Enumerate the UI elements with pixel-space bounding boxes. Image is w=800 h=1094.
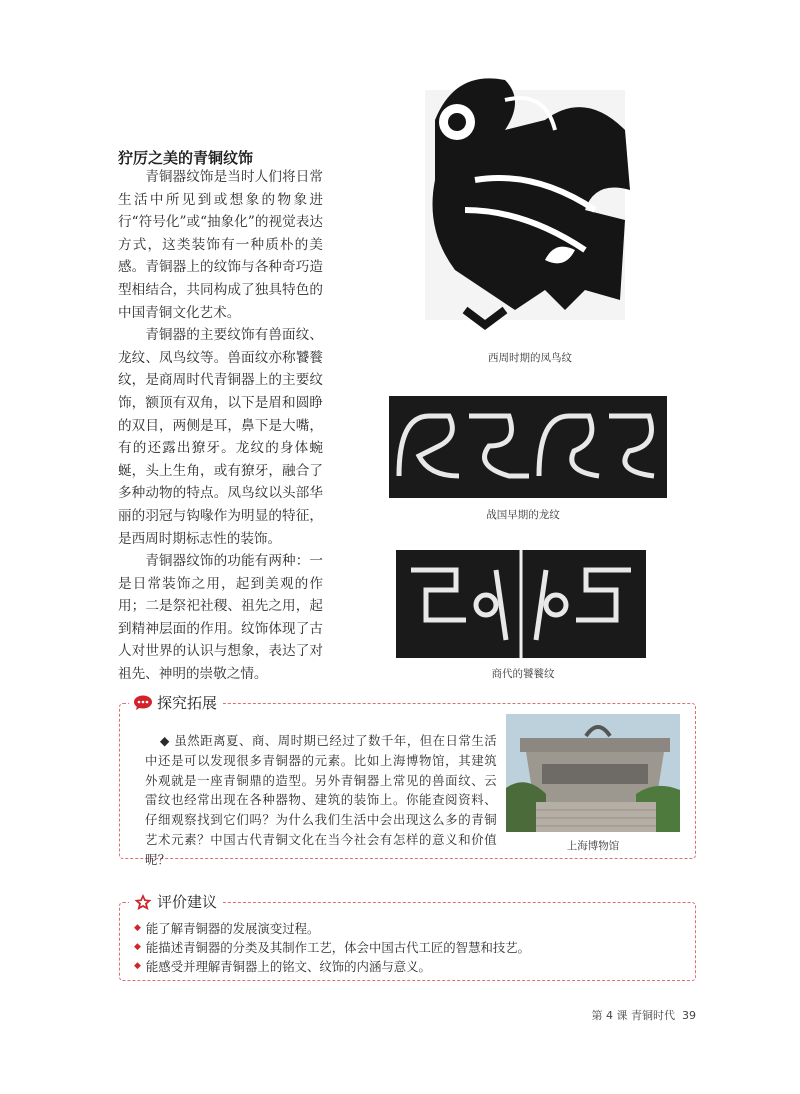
explore-title-label: 探究拓展: [157, 694, 218, 712]
paragraph-3: 青铜器纹饰的功能有两种：一是日常装饰之用，起到美观的作用；二是祭祀社稷、祖先之用，起到精神层面的作用。纹饰体现了古人对世界的认识与想象，表达了对祖先、神明的崇敬之情。: [118, 553, 323, 683]
diamond-bullet-icon: ◆: [134, 961, 141, 971]
shanghai-museum-photo: [506, 714, 680, 832]
phoenix-pattern-image: [395, 60, 650, 342]
evaluation-title: [129, 891, 223, 912]
section-body: [118, 166, 323, 686]
star-badge-icon: [133, 893, 153, 911]
paragraph-1: 青铜器纹饰是当时人们将日常生活中所见到或想象的物象进行“符号化”或“抽象化”的视觉表达方式，这类装饰有一种质朴的美感。青铜器上的纹饰与各种奇巧造型相结合，共同构成了独具特色的中国青铜文化艺术。: [118, 169, 323, 321]
list-item: ◆ 能了解青铜器的发展演变过程。: [134, 921, 320, 936]
taotie-pattern-image: [396, 550, 646, 658]
paragraph-2: 青铜器的主要纹饰有兽面纹、龙纹、凤鸟纹等。兽面纹亦称饕餮纹，是商周时代青铜器上的主要纹饰，额顶有双角，以下是眉和圆睁的双目，两侧是耳，鼻下是大嘴，有的还露出獠牙。龙纹的身体蜿蜒，头上生角，或有獠牙，融合了多种动物的特点。凤鸟纹以头部华丽的羽冠与钩喙作为明显的特征，是西周时期标志性的装饰。: [118, 327, 323, 547]
diamond-bullet-icon: ◆: [134, 942, 141, 952]
diamond-bullet-icon: ◆: [134, 923, 141, 933]
page-footer: [592, 1007, 697, 1023]
list-item: ◆ 能感受并理解青铜器上的铭文、纹饰的内涵与意义。: [134, 959, 431, 974]
chat-bubble-icon: [133, 695, 153, 711]
evaluation-title-label: 评价建议: [157, 893, 218, 911]
evaluation-list: [134, 919, 530, 976]
lesson-label: 第 4 课 青铜时代: [591, 1009, 675, 1022]
explore-title: [129, 692, 223, 713]
museum-caption: 上海博物馆: [566, 840, 620, 852]
dragon-pattern-image: [389, 396, 667, 498]
explore-text: ◆ 虽然距离夏、商、周时期已经过了数千年，但在日常生活中还是可以发现很多青铜器的元素。比如上海博物馆，其建筑外观就是一座青铜鼎的造型。另外青铜器上常见的兽面纹、云雷纹也经常出现在各种器物、建筑的装饰上。你能查阅资料、仔细观察找到它们吗？为什么我们生活中会出现这么多的青铜艺术元素？中国古代青铜文化在当今社会有怎样的意义和价值呢？: [145, 733, 497, 867]
taotie-caption: 商代的饕餮纹: [491, 668, 555, 680]
list-item: ◆ 能描述青铜器的分类及其制作工艺，体会中国古代工匠的智慧和技艺。: [134, 940, 531, 955]
dragon-caption: 战国早期的龙纹: [486, 509, 560, 521]
phoenix-caption: 西周时期的凤鸟纹: [488, 352, 572, 364]
section-title: 狞厉之美的青铜纹饰: [118, 149, 254, 167]
page-number: 39: [682, 1009, 696, 1022]
